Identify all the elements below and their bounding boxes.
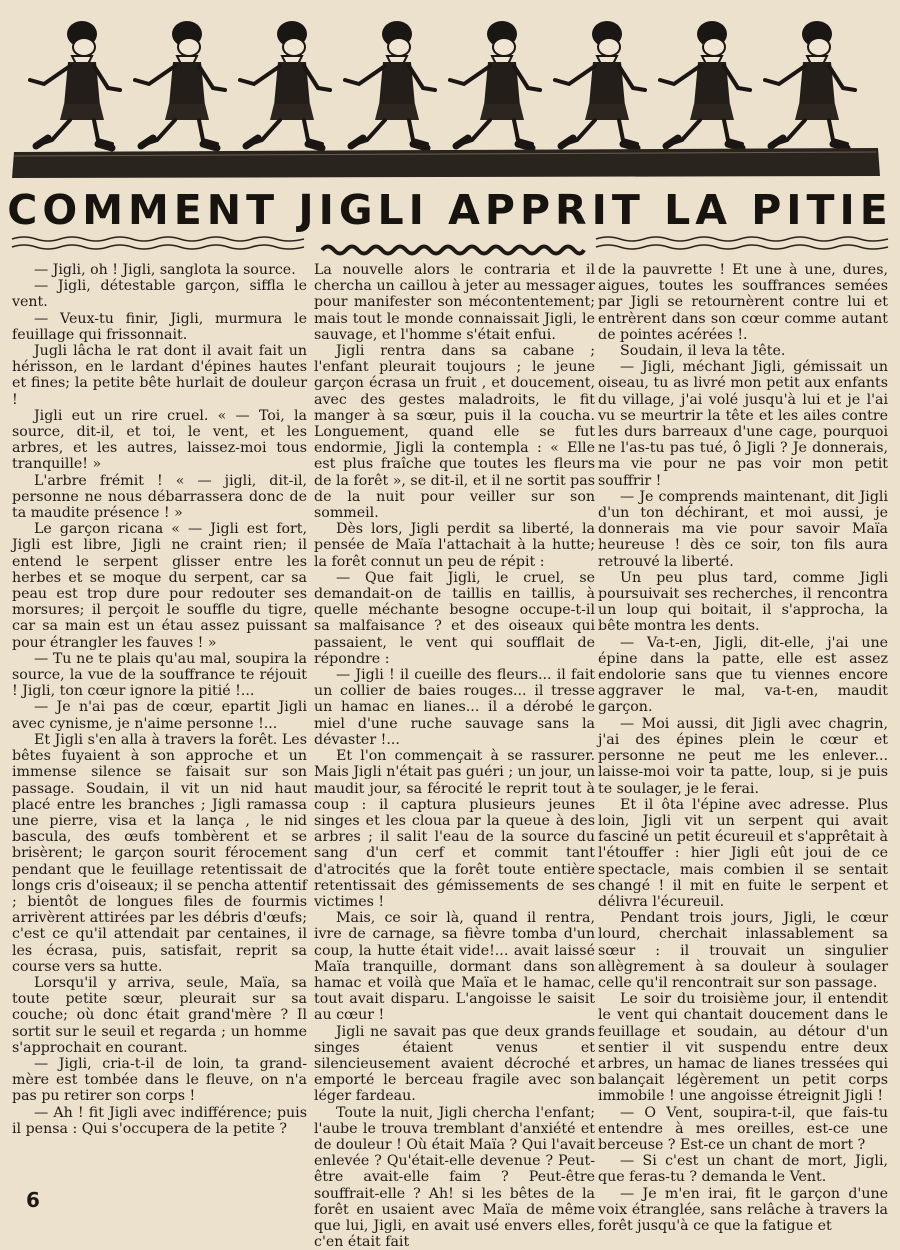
- article-paragraph: Pendant trois jours, Jigli, le cœur lourd, cherchait inlassablement sa sœur : il trouvait un singulier allègrement à sa douleur à soulager celle qu'il rencontrait sur son passage.: [598, 910, 888, 991]
- article-paragraph: — Jigli, cria-t-il de loin, ta grand-mère est tombée dans le fleuve, on n'a pas pu retirer son corps !: [12, 1055, 307, 1105]
- header-illustration: [0, 0, 900, 180]
- article-paragraph: Jigli ne savait pas que deux grands singes étaient venus et silencieusement avaient décroché et emporté le berceau fragile avec son léger fardeau.: [314, 1023, 595, 1105]
- article-paragraph: Et il ôta l'épine avec adresse. Plus loin, Jigli vit un serpent qui avait fasciné un petit écureuil et s'apprêtait à l'étouffer : hier Jigli eût joui de ce spectacle, mais combien il se sentait changé ! il mit en fuite le serpent et délivra l'écureuil.: [598, 796, 888, 910]
- article-paragraph: Et l'on commençait à se rassurer. Mais Jigli n'était pas guéri ; un jour, un maudit jour, sa férocité le reprit tout à coup : il captura plusieurs jeunes singes et les cloua par la queue à des arbres ; il salit l'eau de la source du sang d'un cerf et commit tant d'atrocités que la forêt toute entière retentissait des gémissements de ses victimes !: [314, 748, 595, 910]
- walking-boy-figures: [30, 21, 855, 148]
- article-paragraph: — Jigli, détestable garçon, siffla le vent.: [12, 278, 307, 311]
- article-paragraph: Mais, ce soir là, quand il rentra, ivre de carnage, sa fièvre tomba d'un coup, la hutte était vide!... avait laissé Maïa tranquille, dormant dans son hamac et voilà que Maïa et le hamac, tout avait disparu. L'angoisse le saisit au cœur !: [314, 910, 595, 1024]
- article-paragraph: — Je m'en irai, fit le garçon d'une voix étranglée, sans relâche à travers la forêt jusqu'à ce que la fatigue et: [598, 1185, 888, 1234]
- article-paragraph: — Moi aussi, dit Jigli avec chagrin, j'ai des épines plein le cœur et personne ne peut me les enlever... laisse-moi voir ta patte, loup, si je puis te soulager, je le ferai.: [598, 715, 888, 797]
- article-paragraph: — Veux-tu finir, Jigli, murmura le feuillage qui frissonnait.: [12, 310, 307, 343]
- article-paragraph: Et Jigli s'en alla à travers la forêt. Les bêtes fuyaient à son approche et un immense silence se faisait sur son passage. Soudain, il vit un nid haut placé entre les branches ; Jigli ramassa une pierre, visa et la lança , le nid bascula, des œufs tombèrent et se brisèrent; le garçon sourit férocement pendant que le feuillage retentissait de longs cris d'oiseaux; il se pencha attentif ; bientôt de longues files de fourmis arrivèrent attirées par les débris d'œufs; c'est ce qu'il attendait par centaines, il les écrasa, puis, satisfait, reprit sa course vers sa hutte.: [12, 731, 307, 975]
- article-paragraph: — Ah ! fit Jigli avec indifférence; puis il pensa : Qui s'occupera de la petite ?: [12, 1104, 307, 1137]
- article-paragraph: — Va-t-en, Jigli, dit-elle, j'ai une épine dans la patte, elle est assez endolorie sans que tu viennes encore aggraver le mal, va-t-en, maudit garçon.: [598, 634, 888, 716]
- article-paragraph: Le garçon ricana « — Jigli est fort, Jigli est libre, Jigli ne craint rien; il entend le serpent glisser entre les herbes et se moque du serpent, car sa peau est trop dure pour redouter ses morsures; il perçoit le souffle du tigre, car sa main est un étau assez puissant pour étrangler les fauves ! »: [12, 521, 307, 651]
- page-number: 6: [26, 1188, 40, 1212]
- article-paragraph: — Jigli, oh ! Jigli, sanglota la source.: [34, 262, 296, 278]
- article-paragraph: — O Vent, soupira-t-il, que fais-tu entendre à mes oreilles, est-ce une berceuse ? Est-ce un chant de mort ?: [598, 1104, 888, 1153]
- article-paragraph: Soudain, il leva la tête.: [620, 343, 786, 360]
- article-paragraph: — Si c'est un chant de mort, Jigli, que feras-tu ? demanda le Vent.: [598, 1153, 888, 1186]
- article-paragraph: Toute la nuit, Jigli chercha l'enfant; l'aube le trouva tremblant d'anxiété et de douleur ! Où était Maïa ? Qui l'avait enlevée ? Qu'était-elle devenue ? Peut-être avait-elle faim ? Peut-être souffrait-elle ? Ah! si les bêtes de la forêt en usaient avec Maïa de même que lui, Jigli, en avait usé envers elles, c'en était fait: [314, 1104, 595, 1250]
- article-paragraph: Un peu plus tard, comme Jigli poursuivait ses recherches, il rencontra un loup qui boitait, il s'approcha, la bête montra les dents.: [598, 569, 888, 635]
- ground-band: [12, 148, 880, 178]
- article-paragraph: Lorsqu'il y arriva, seule, Maïa, sa toute petite sœur, pleurait sur sa couche; où donc était grand'mère ? Il sortit sur le seuil et regarda ; un homme s'approchait en courant.: [12, 974, 307, 1056]
- article-paragraph: Jigli eut un rire cruel. « — Toi, la source, dit-il, et toi, le vent, et les arbres, et les autres, laissez-moi tous tranquille! »: [12, 407, 307, 473]
- article-paragraph: de la pauvrette ! Et une à une, dures, aigues, toutes les souffrances semées par Jigli se retournèrent contre lui et entrèrent dans son cœur comme autant de pointes acérées !.: [598, 262, 888, 343]
- article-paragraph: Jigli rentra dans sa cabane ; l'enfant pleurait toujours ; le jeune garçon écrasa un fruit , et doucement, avec des gestes maladroits, le fit manger à sa sœur, puis il la coucha. Longuement, quand elle se fut endormie, Jigli la contempla : « Elle est plus fraîche que toutes les fleurs de la forêt », se dit-il, et il ne sortit pas de la nuit pour veiller sur son sommeil.: [314, 343, 595, 522]
- article-paragraph: Jugli lâcha le rat dont il avait fait un hérisson, en le lardant d'épines hautes et fines; la petite bête hurlait de douleur !: [12, 343, 307, 408]
- divider-ornament-left: [12, 232, 304, 258]
- article-column-3: [598, 262, 888, 1234]
- article-paragraph: — Je n'ai pas de cœur, epartit Jigli avec cynisme, je n'aime personne !...: [12, 699, 307, 732]
- article-paragraph: La nouvelle alors le contraria et il chercha un caillou à jeter au messager pour manifester son mécontentement; mais tout le monde connaissait Jigli, le sauvage, et l'homme s'était enfui.: [314, 262, 595, 343]
- article-column-2: [314, 262, 595, 1250]
- article-title: COMMENT JIGLI APPRIT LA PITIE: [7, 186, 893, 234]
- article-paragraph: — Que fait Jigli, le cruel, se demandait-on de taillis en taillis, à quelle méchante besogne occupe-t-il sa malfaisance ? et des oiseaux qui passaient, le vent qui soufflait de répondre :: [314, 569, 595, 667]
- divider-ornament-right: [596, 232, 888, 258]
- article-paragraph: L'arbre frémit ! « — jigli, dit-il, personne ne nous débarrassera donc de ta maudite présence ! »: [12, 472, 307, 522]
- divider-ornament-center: [322, 242, 584, 258]
- article-paragraph: — Jigli, méchant Jigli, gémissait un oiseau, tu as livré mon petit aux enfants du village, j'ai volé jusqu'à lui et je l'ai vu se meurtrir la tête et les ailes contre les durs barreaux d'une cage, pourquoi ne l'as-tu pas tué, ô Jigli ? Je donnerais, ma vie pour ne pas voir mon petit souffrir !: [598, 359, 888, 489]
- article-paragraph: — Tu ne te plais qu'au mal, soupira la source, la vue de la souffrance te réjouit ! Jigli, ton cœur ignore la pitié !...: [12, 650, 307, 700]
- article-column-1: [12, 262, 307, 1197]
- article-paragraph: Le soir du troisième jour, il entendit le vent qui chantait doucement dans le feuillage et soudain, au détour d'un sentier il vit suspendu entre deux arbres, un hamac de lianes tressées qui balançait légèrement un petit corps immobile ! une angoisse étreignit Jigli !: [598, 991, 888, 1105]
- article-paragraph: — Je comprends maintenant, dit Jigli d'un ton déchirant, et moi aussi, je donnerais ma vie pour savoir Maïa heureuse ! dès ce soir, ton fils aura retrouvé la liberté.: [598, 488, 888, 570]
- article-paragraph: — Jigli ! il cueille des fleurs... il fait un collier de baies rouges... il tresse un hamac en lianes... il a dérobé le miel d'une ruche sauvage sans la dévaster !...: [314, 667, 595, 748]
- article-paragraph: Dès lors, Jigli perdit sa liberté, la pensée de Maïa l'attachait à la hutte; la forêt connut un peu de répit :: [314, 521, 595, 570]
